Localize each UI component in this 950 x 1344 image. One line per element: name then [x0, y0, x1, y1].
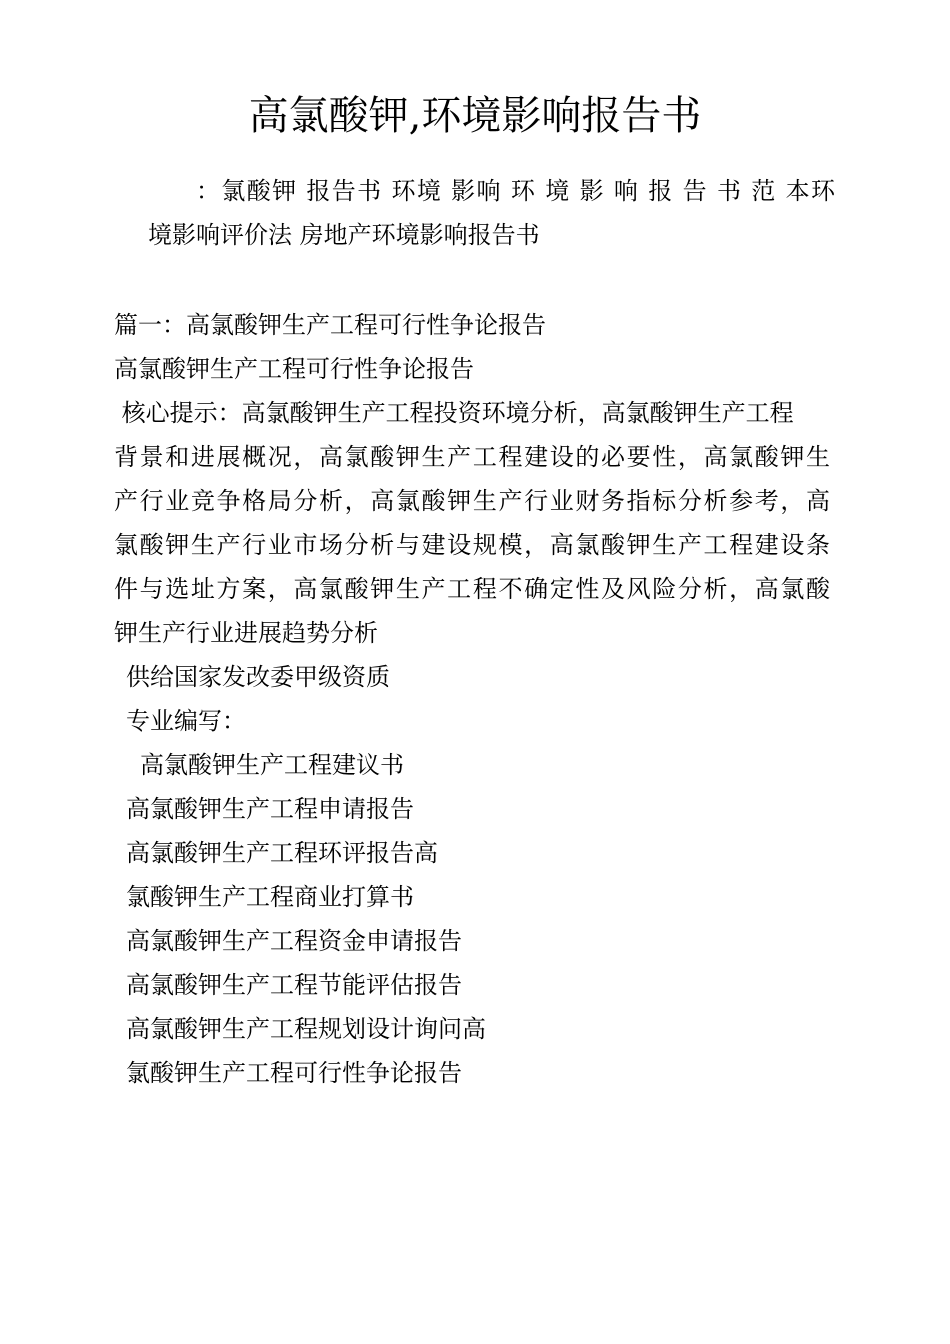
- document-title: 高氯酸钾,环境影响报告书: [248, 93, 702, 139]
- section-heading: 篇一：高氯酸钾生产工程可行性争论报告: [114, 311, 546, 339]
- list-item: 氯酸钾生产工程可行性争论报告: [126, 1059, 462, 1087]
- list-item: 氯酸钾生产工程商业打算书: [126, 883, 414, 911]
- provider-text: 供给国家发改委甲级资质: [126, 663, 390, 691]
- summary-line: 背景和进展概况，高氯酸钾生产工程建设的必要性，高氯酸钾生: [114, 443, 830, 471]
- list-item: 高氯酸钾生产工程申请报告: [126, 795, 414, 823]
- keywords-line-1: ：氯酸钾 报告书 环境 影响 环 境 影 响 报 告 书 范 本环: [196, 177, 836, 205]
- summary-line: 件与选址方案，高氯酸钾生产工程不确定性及风险分析，高氯酸: [114, 575, 830, 603]
- keywords-line-2: 境影响评价法 房地产环境影响报告书: [148, 221, 540, 249]
- list-item: 高氯酸钾生产工程资金申请报告: [126, 927, 462, 955]
- list-item: 高氯酸钾生产工程节能评估报告: [126, 971, 462, 999]
- subheading: 高氯酸钾生产工程可行性争论报告: [114, 355, 474, 383]
- summary-line: 氯酸钾生产行业市场分析与建设规模，高氯酸钾生产工程建设条: [114, 531, 830, 559]
- list-item: 高氯酸钾生产工程环评报告高: [126, 839, 438, 867]
- list-item: 高氯酸钾生产工程规划设计询问高: [126, 1015, 486, 1043]
- list-item: 高氯酸钾生产工程建议书: [140, 751, 404, 779]
- summary-line: 钾生产行业进展趋势分析: [114, 619, 378, 647]
- summary-line: 产行业竞争格局分析，高氯酸钾生产行业财务指标分析参考，高: [114, 487, 830, 515]
- summary-line: 核心提示：高氯酸钾生产工程投资环境分析，高氯酸钾生产工程: [114, 399, 794, 427]
- professional-label: 专业编写：: [126, 707, 246, 735]
